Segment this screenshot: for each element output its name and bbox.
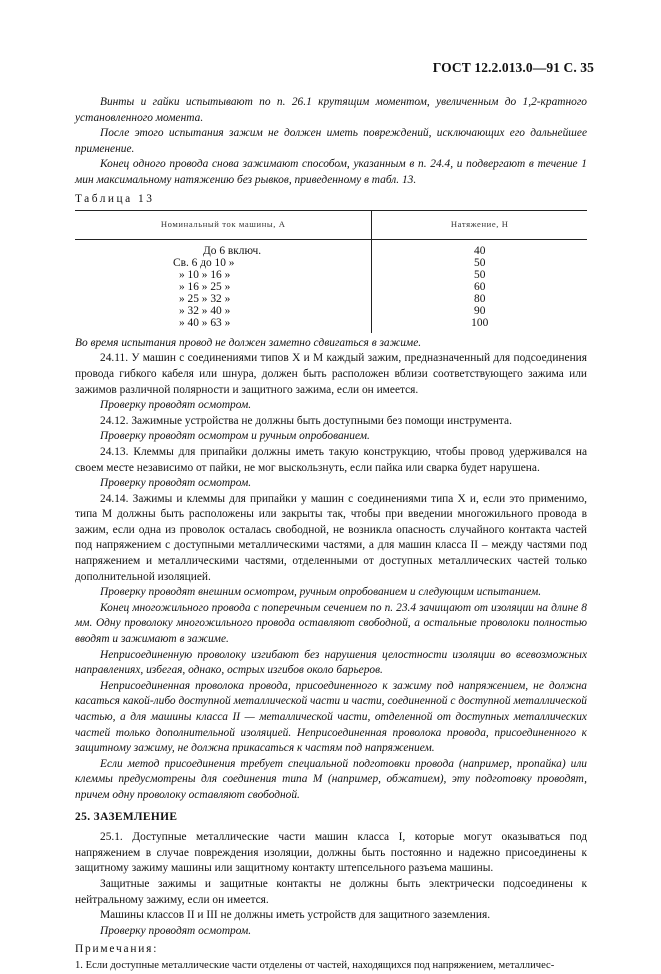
table-cell-value: 60 xyxy=(474,280,486,293)
paragraph: Неприсоединенную проволоку изгибают без нарушения целостности изоляции во всевозможных направлениях, избегая, однако, острых изгибов около барьеров. xyxy=(75,648,587,677)
table-cell-range: » 25 » 32 » xyxy=(75,293,372,305)
table-cell-range: » 16 » 25 » xyxy=(75,281,372,293)
paragraph: Конец многожильного провода с поперечным сечением по п. 23.4 зачищают от изоляции на длине 8 мм. Одну проволоку многожильного провода оставляют свободной, а остальные проволоки полностью вводят и зажимают в зажиме. xyxy=(75,601,587,646)
paragraph: Машины классов II и III не должны иметь устройств для защитного заземления. xyxy=(100,909,491,922)
table-cell-range: » 10 » 16 » xyxy=(75,269,372,281)
table-cell-value: 80 xyxy=(474,292,486,305)
paragraph: Проверку проводят осмотром. xyxy=(100,477,252,490)
table-row xyxy=(75,269,587,281)
body-text xyxy=(75,95,587,974)
paragraph: 24.12. Зажимные устройства не должны быть доступными без помощи инструмента. xyxy=(100,414,512,427)
paragraph: Проверку проводят осмотром. xyxy=(100,399,252,412)
paragraph: Неприсоединенная проволока провода, присоединенного к зажиму под напряжением, не должна касаться какой-либо доступной металлической части и части, соединенной с доступной металлической частью, а для машины класса II — металлической части, отделенной от доступных металлических частей только дополнительной изоляцией. Неприсоединенная проволока провода, присоединенного к защитному зажиму, не должна прикасаться к частям под напряжением. xyxy=(75,679,587,755)
column-header-current: Номинальный ток машины, А xyxy=(75,211,372,240)
paragraph: После этого испытания зажим не должен иметь повреждений, исключающих его дальнейшее применение. xyxy=(75,127,587,155)
notes-heading: Примечания: xyxy=(75,943,159,956)
table-cell-value: 40 xyxy=(474,244,486,257)
paragraph: 25.1. Доступные металлические части машин класса I, которые могут оказываться под напряжением в случае повреждения изоляции, должны быть постоянно и надежно присоединены к защитному зажиму машины или защитному контакту штепсельного разъема машины. xyxy=(75,831,588,875)
paragraph: 24.11. У машин с соединениями типов X и M каждый зажим, предназначенный для подсоединения провода гибкого кабеля или шнура, должен быть расположен вблизи соответствующего зажима или зажимов различной полярности и защитного зажима, если он имеется. xyxy=(75,352,587,396)
table-13 xyxy=(75,210,587,333)
paragraph: Во время испытания провод не должен заметно сдвигаться в зажиме. xyxy=(75,336,422,349)
paragraph: 24.13. Клеммы для припайки должны иметь такую конструкцию, чтобы провод удерживался на своем месте независимо от пайки, не мог выскользнуть, если пайка или сварка будет нарушена. xyxy=(75,445,587,474)
paragraph: Проверку проводят осмотром и ручным опробованием. xyxy=(100,430,370,443)
table-cell-range: » 32 » 40 » xyxy=(75,305,372,317)
table-cell-value: 100 xyxy=(471,316,489,329)
page-header: ГОСТ 12.2.013.0—91 С. 35 xyxy=(432,60,594,75)
table-cell-range: » 40 » 63 » xyxy=(75,317,372,333)
table-cell-value: 90 xyxy=(474,304,486,317)
table-row xyxy=(75,317,587,333)
paragraph: Винты и гайки испытывают по п. 26.1 крутящим моментом, увеличенным до 1,2-кратного установленного момента. xyxy=(75,96,587,124)
table-row xyxy=(75,305,587,317)
paragraph: Конец одного провода снова зажимают способом, указанным в п. 24.4, и подвергают в течение 1 мин максимальному натяжению без рывков, приведенному в табл. 13. xyxy=(75,158,587,186)
table-row xyxy=(75,257,587,269)
paragraph: Проверку проводят осмотром. xyxy=(100,924,252,937)
table-cell-value: 50 xyxy=(474,256,486,269)
table-row xyxy=(75,239,587,257)
table-cell-range: До 6 включ. xyxy=(75,239,372,257)
table-cell-range: Св. 6 до 10 » xyxy=(75,257,372,269)
table-row xyxy=(75,293,587,305)
column-header-tension: Натяжение, Н xyxy=(372,211,587,240)
table-row xyxy=(75,281,587,293)
section-heading: 25. ЗАЗЕМЛЕНИЕ xyxy=(75,810,178,823)
paragraph: Защитные зажимы и защитные контакты не должны быть электрически подсоединены к нейтральному зажиму, если он имеется. xyxy=(75,877,587,906)
paragraph: Если метод присоединения требует специальной подготовки провода (например, пропайка) или клеммы предусмотрены для соединения типа M (например, обжатием), эту подготовку проводят, причем одну проволоку оставляют свободной. xyxy=(75,757,587,801)
paragraph: 24.14. Зажимы и клеммы для припайки у машин с соединениями типа X и, если это применимо, типа M должны быть расположены или закрыты так, чтобы при введении многожильного провода в зажим, если одна из проволок осталась свободной, не возникла опасность случайного контакта частей под напряжением с доступными металлическими частями, а для машин класса II – между частями под напряжением и металлическими частями, отделенными от доступных металлических частей только дополнительной изоляцией. xyxy=(75,492,587,583)
note-item: 1. Если доступные металлические части отделены от частей, находящихся под напряжением, металличес- xyxy=(75,959,555,971)
table-caption: Таблица 13 xyxy=(75,192,155,205)
paragraph: Проверку проводят внешним осмотром, ручным опробованием и следующим испытанием. xyxy=(100,586,542,599)
table-cell-value: 50 xyxy=(474,268,486,281)
